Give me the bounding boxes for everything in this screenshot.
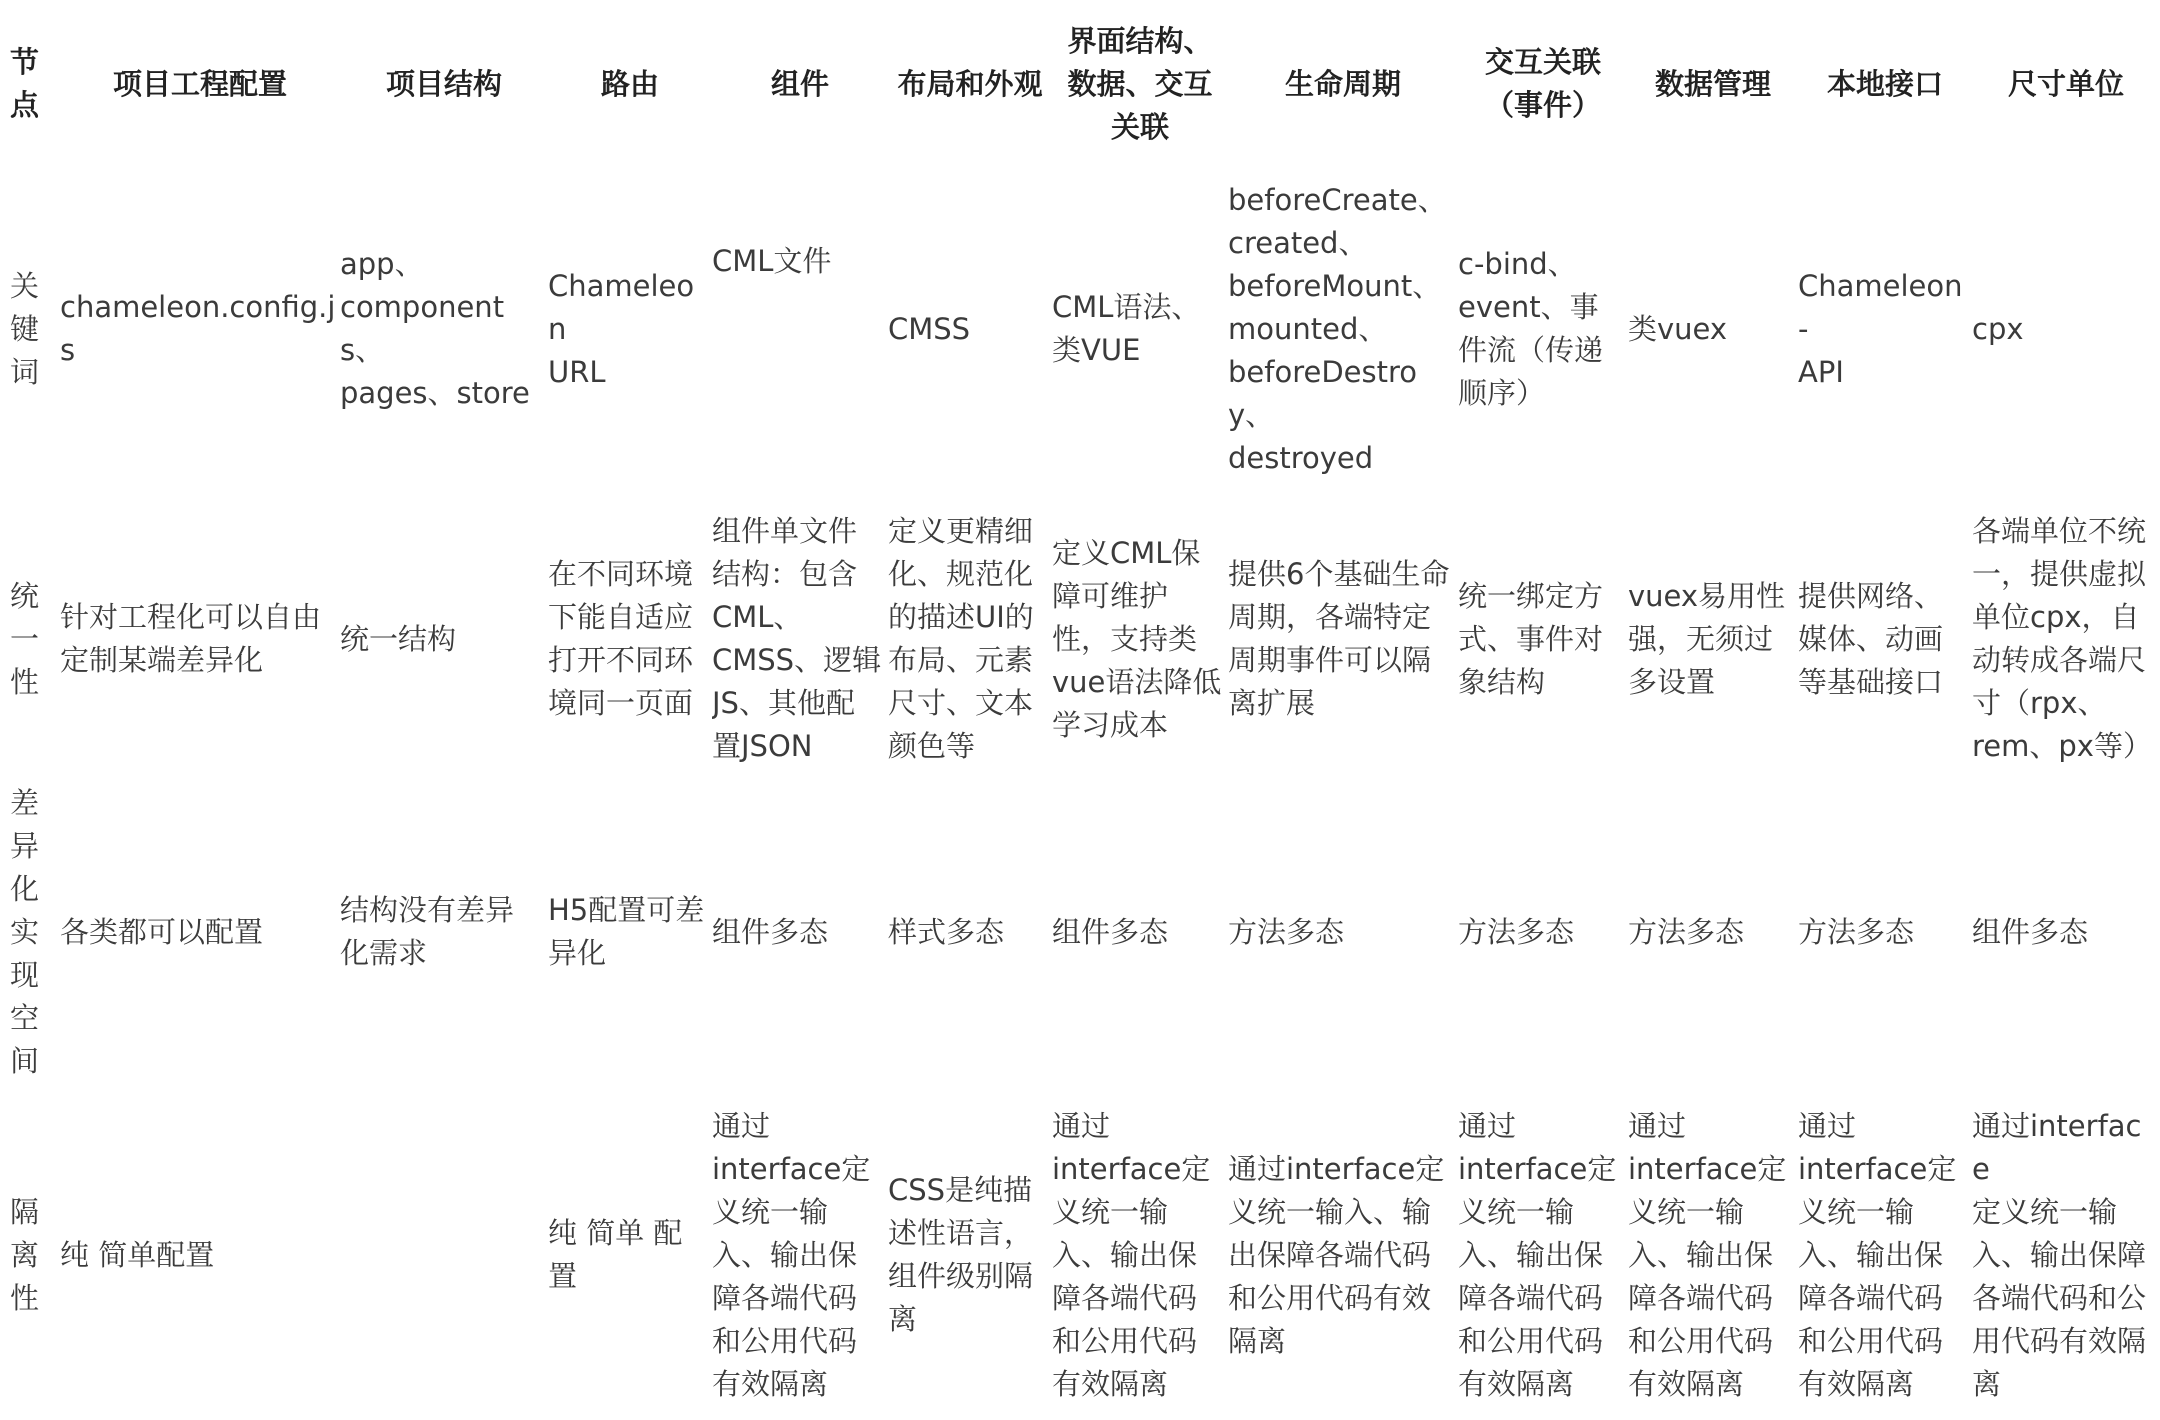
- table-cell: H5配置可差 异化: [548, 893, 705, 970]
- table-cell: 结构没有差异 化需求: [340, 893, 515, 970]
- table-cell: 针对工程化可以自由 定制某端差异化: [60, 600, 322, 677]
- table-cell: 提供6个基础生命 周期，各端特定 周期事件可以隔 离扩展: [1228, 557, 1450, 720]
- table-row-isolation: [10, 1090, 2160, 1420]
- header-layout-appearance: 布局和外观: [897, 66, 1043, 101]
- table-cell: 通过 interface定 义统一输 入、输出保 障各端代码 和公用代码 有效隔离: [1458, 1108, 1617, 1401]
- table-cell: 通过 interface定 义统一输 入、输出保 障各端代码 和公用代码 有效隔离: [712, 1108, 871, 1401]
- table-cell: 定义CML保 障可维护 性，支持类 vue语法降低 学习成本: [1052, 535, 1222, 742]
- table-cell: CML文件: [712, 244, 832, 278]
- header-events: 交互关联 （事件）: [1484, 45, 1601, 122]
- table-cell: 方法多态: [1458, 914, 1575, 949]
- table-cell: 方法多态: [1628, 914, 1745, 949]
- header-node: 节 点: [10, 45, 40, 122]
- table-row-keywords: [10, 154, 2160, 504]
- row-label: 隔 离 性: [10, 1194, 40, 1315]
- table-cell: Chameleon- API: [1798, 268, 1963, 389]
- table-cell: 组件多态: [1052, 914, 1169, 949]
- table-cell: 纯 简单配置: [60, 1237, 215, 1272]
- row-label: 统 一 性: [10, 578, 40, 699]
- table-cell: app、 components、 pages、store: [340, 247, 530, 410]
- table-cell: 通过 interface定 义统一输 入、输出保 障各端代码 和公用代码 有效隔离: [1052, 1108, 1211, 1401]
- comparison-table: [10, 14, 2160, 1420]
- table-cell: 样式多态: [888, 914, 1005, 949]
- table-cell: [340, 1090, 548, 1420]
- table-cell: 纯 简单 配 置: [548, 1216, 683, 1293]
- table-cell: 统一绑定方 式、事件对 象结构: [1458, 578, 1604, 699]
- header-data-management: 数据管理: [1654, 66, 1771, 101]
- row-label: 差 异 化 实 现 空 间: [10, 785, 40, 1078]
- header-ui-structure: 界面结构、 数据、交互 关联: [1067, 23, 1213, 144]
- table-cell: vuex易用性 强，无须过 多设置: [1628, 578, 1786, 699]
- table-cell: 组件多态: [712, 914, 829, 949]
- table-cell: 在不同环境 下能自适应 打开不同环 境同一页面: [548, 557, 694, 720]
- table-cell: 提供网络、 媒体、动画 等基础接口: [1798, 578, 1944, 699]
- table-cell: 方法多态: [1798, 914, 1915, 949]
- header-project-structure: 项目结构: [385, 66, 502, 101]
- header-lifecycle: 生命周期: [1284, 66, 1401, 101]
- table-cell: 通过interface定 义统一输入、输 出保障各端代码 和公用代码有效 隔离: [1228, 1151, 1445, 1358]
- table-cell: CSS是纯描 述性语言， 组件级别隔 离: [888, 1173, 1034, 1336]
- table-row-differentiation: [10, 774, 2160, 1090]
- table-cell: 通过interface 定义统一输 入、输出保障 各端代码和公 用代码有效隔 离: [1972, 1108, 2147, 1401]
- table-cell: 组件单文件 结构：包含 CML、 CMSS、逻辑 JS、其他配 置JSON: [712, 514, 882, 763]
- table-cell: c-bind、 event、事 件流（传递 顺序）: [1458, 247, 1604, 410]
- header-component: 组件: [770, 66, 829, 101]
- header-row: [10, 14, 2160, 154]
- table-cell: cpx: [1972, 311, 2024, 346]
- table-cell: 通过 interface定 义统一输 入、输出保 障各端代码 和公用代码 有效隔离: [1628, 1108, 1787, 1401]
- table-cell: 定义更精细 化、规范化 的描述UI的 布局、元素 尺寸、文本 颜色等: [888, 514, 1034, 763]
- table-cell: 通过 interface定 义统一输 入、输出保 障各端代码 和公用代码 有效隔离: [1798, 1108, 1957, 1401]
- header-project-config: 项目工程配置: [112, 66, 287, 101]
- table-cell: CML语法、 类VUE: [1052, 290, 1201, 367]
- table-cell: 各端单位不统 一，提供虚拟 单位cpx，自 动转成各端尺 寸（rpx、 rem、px等）: [1972, 514, 2152, 763]
- row-label: 关 键 词: [10, 268, 40, 389]
- table-cell: chameleon.config.js: [60, 290, 336, 367]
- table-cell: beforeCreate、 created、 beforeMount、 mounted、 beforeDestroy、 destroyed: [1228, 182, 1447, 475]
- table-row-unity: [10, 504, 2160, 774]
- table-cell: 方法多态: [1228, 914, 1345, 949]
- header-routing: 路由: [600, 66, 659, 101]
- table-cell: 类vuex: [1628, 311, 1728, 346]
- header-native-api: 本地接口: [1826, 66, 1943, 101]
- table-cell: Chameleon URL: [548, 268, 695, 389]
- table-cell: 统一结构: [340, 621, 457, 656]
- table-cell: CMSS: [888, 311, 971, 346]
- table-cell: 各类都可以配置: [60, 914, 264, 949]
- header-size-unit: 尺寸单位: [2007, 66, 2124, 101]
- table-cell: 组件多态: [1972, 914, 2089, 949]
